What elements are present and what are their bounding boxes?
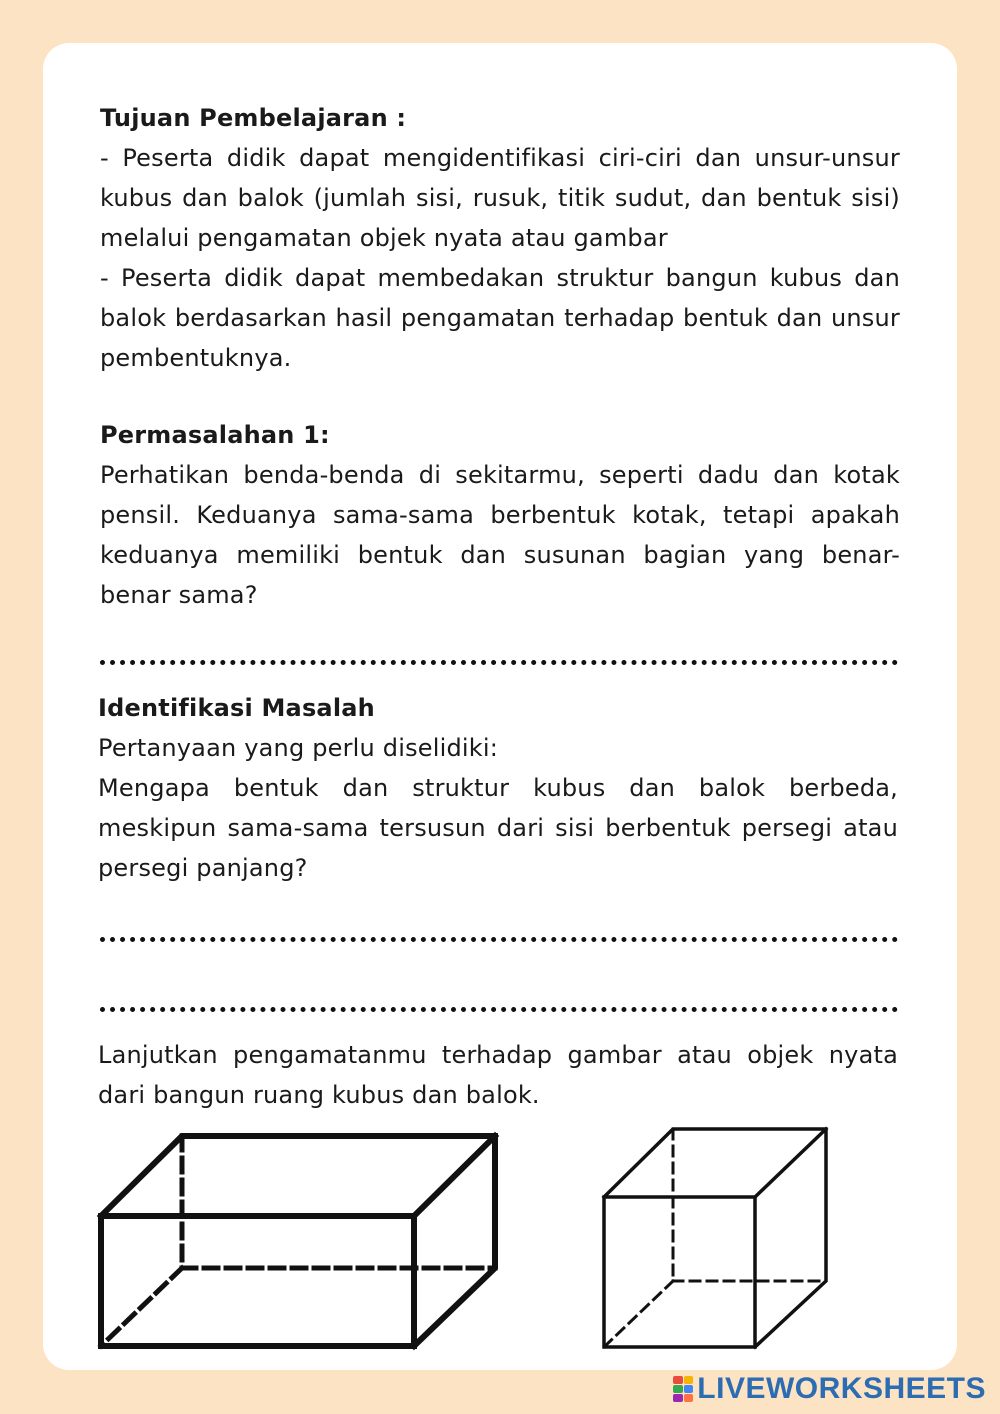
investigation-question: Mengapa bentuk dan struktur kubus dan balok berbeda, meskipun sama-sama tersusun dari sisi berbentuk persegi atau persegi panjang? [98,774,898,882]
logo-cell [684,1394,694,1402]
logo-cell [673,1385,683,1393]
liveworksheets-wordmark: LIVEWORKSHEETS [697,1372,986,1405]
logo-cell [684,1385,694,1393]
problem-body: Perhatikan benda-benda di sekitarmu, seperti dadu dan kotak pensil. Keduanya sama-sama berbentuk kotak, tetapi apakah keduanya memiliki bentuk dan susunan bagian yang benar-benar sama? [100,461,900,609]
objective-item-2: - Peserta didik dapat membedakan struktur bangun kubus dan balok berdasarkan hasil pengamatan terhadap bentuk dan unsur pembentuknya. [100,264,900,372]
logo-cell [684,1376,694,1384]
liveworksheets-brand[interactable] [673,1372,986,1406]
continue-observation-text: Lanjutkan pengamatanmu terhadap gambar atau objek nyata dari bangun ruang kubus dan balok. [98,1041,898,1109]
investigation-intro: Pertanyaan yang perlu diselidiki: [98,734,499,762]
problem-heading: Permasalahan 1: [100,421,330,449]
objective-item-1: - Peserta didik dapat mengidentifikasi ciri-ciri dan unsur-unsur kubus dan balok (jumlah sisi, rusuk, titik sudut, dan bentuk sisi) melalui pengamatan objek nyata atau gambar [100,144,900,252]
liveworksheets-logo-icon [673,1376,693,1402]
cuboid-figure [101,1136,495,1346]
logo-cell [673,1394,683,1402]
learning-objectives-heading: Tujuan Pembelajaran : [100,104,407,132]
problem-identification-heading: Identifikasi Masalah [98,694,375,722]
logo-cell [673,1376,683,1384]
cube-figure [604,1129,826,1347]
